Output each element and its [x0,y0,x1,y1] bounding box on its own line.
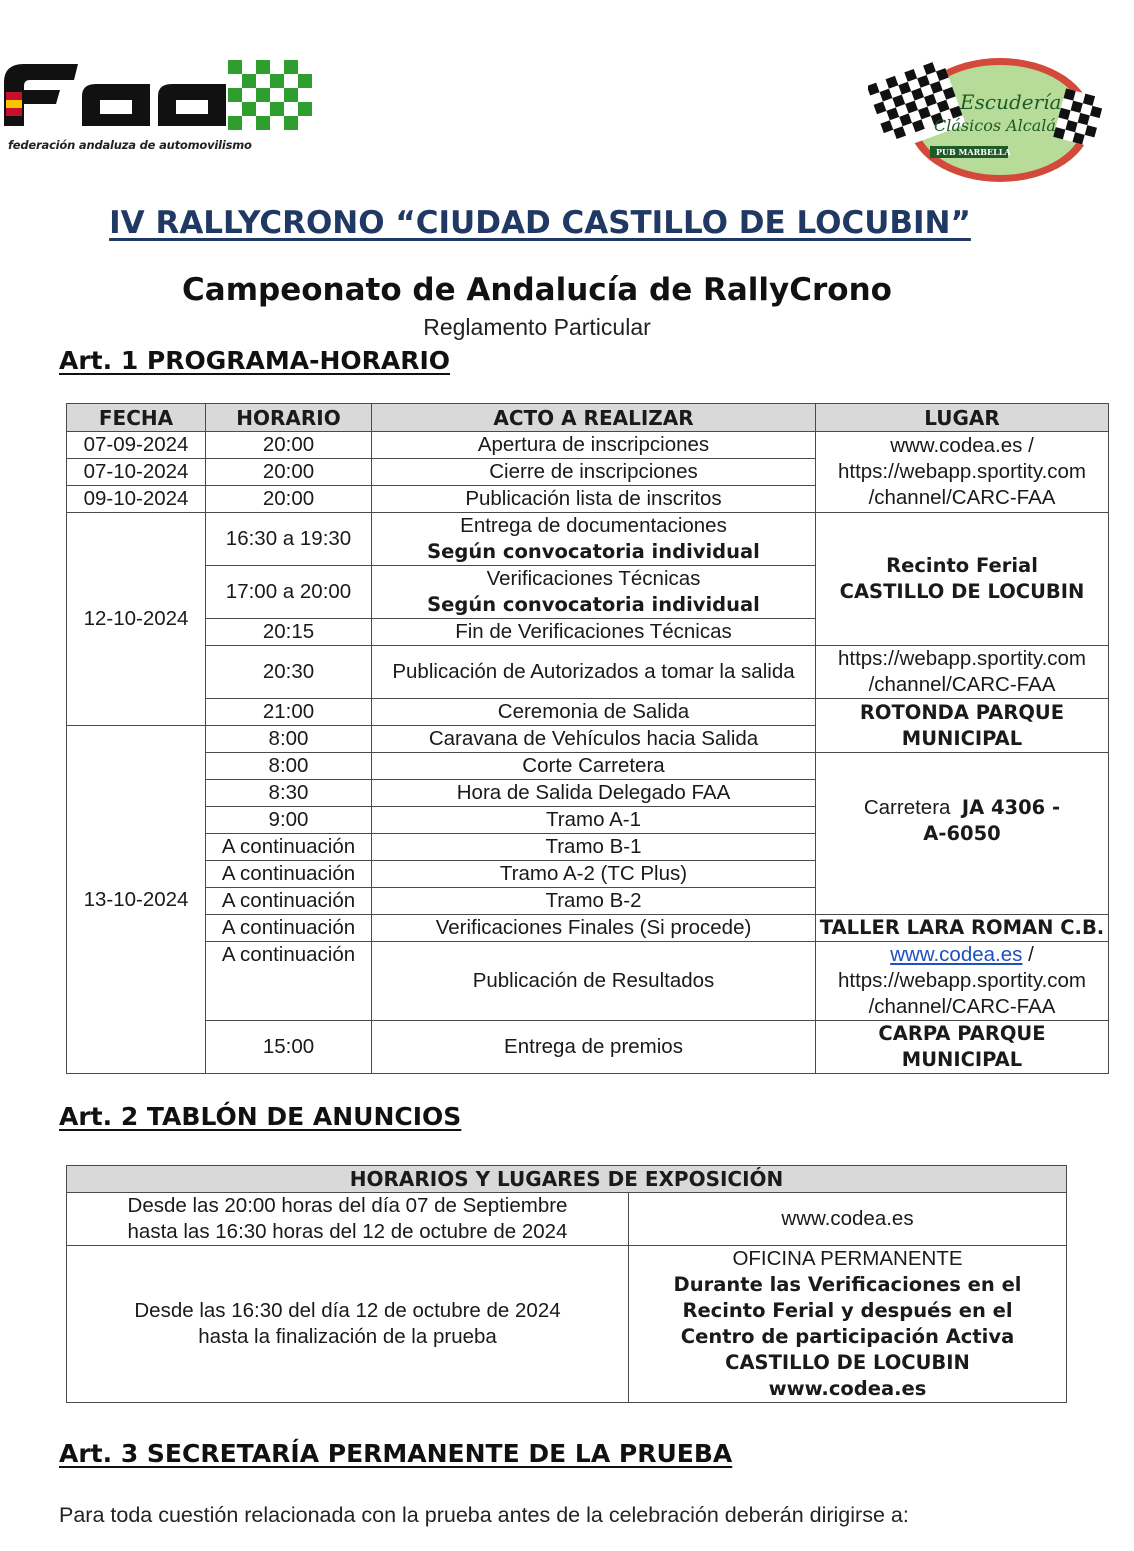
horario-cell: A continuación [206,888,372,915]
acto-cell: Fin de Verificaciones Técnicas [372,619,816,646]
fecha-cell-13: 13-10-2024 [67,726,206,1074]
escuderia-logo [868,50,1106,190]
table-row [67,942,1109,1021]
horario-cell: 15:00 [206,1021,372,1074]
horario-cell: 16:30 a 19:30 [206,513,372,566]
acto-cell: Corte Carretera [372,753,816,780]
oficina-line-bold: Recinto Ferial y después en el [682,1299,1013,1322]
table-header-row [67,1166,1067,1193]
art3-heading: Art. 3 SECRETARÍA PERMANENTE DE LA PRUEBA [59,1439,733,1468]
acto-cell: Ceremonia de Salida [372,699,816,726]
lugar-exposicion-cell: www.codea.es [629,1193,1067,1246]
horario-cell: 9:00 [206,807,372,834]
horario-cell: 20:00 [206,486,372,513]
lugar-line: https://webapp.sportity.com [837,460,1086,483]
table-row [67,699,1109,726]
horario-cell: A continuación [206,834,372,861]
codea-link[interactable]: www.codea.es [890,943,1023,966]
fecha-cell-12: 12-10-2024 [67,513,206,726]
col-horario: HORARIO [206,404,372,432]
escuderia-line3: PUB MARBELLA [936,147,1011,157]
acto-line: Verificaciones Técnicas [486,567,701,590]
carretera-prefix: Carretera [863,795,951,819]
table-row [67,1246,1067,1403]
horario-cell: 20:00 [206,459,372,486]
carretera-road-2: A-6050 [923,821,1001,845]
fecha-cell: 07-10-2024 [67,459,206,486]
acto-cell: Publicación de Autorizados a tomar la salida [372,646,816,699]
table-row [67,1021,1109,1074]
art1-heading: Art. 1 PROGRAMA-HORARIO [59,346,451,375]
periodo-line: Desde las 16:30 del día 12 de octubre de 2024 [134,1299,561,1322]
acto-cell [372,566,816,619]
faa-letters-graphic [0,56,230,132]
championship-subtitle: Campeonato de Andalucía de RallyCrono [182,272,892,308]
art3-text: Para toda cuestión relacionada con la prueba antes de la celebración deberán dirigirse a: [59,1503,909,1527]
document-title: IV RALLYCRONO “CIUDAD CASTILLO DE LOCUBIN” [109,205,971,241]
acto-cell: Tramo A-2 (TC Plus) [372,861,816,888]
lugar-line: https://webapp.sportity.com [837,969,1086,992]
lugar-line: /channel/CARC-FAA [868,673,1056,696]
oficina-line: OFICINA PERMANENTE [732,1247,963,1270]
lugar-cell-web-3 [816,942,1109,1021]
checkered-flag-icon [220,56,320,132]
table-row [67,915,1109,942]
lugar-line: /channel/CARC-FAA [868,995,1056,1018]
acto-line: Entrega de documentaciones [460,514,727,537]
escuderia-line2: Clásicos Alcalá [934,116,1056,135]
lugar-cell-rotonda [816,699,1109,753]
horario-cell: 20:30 [206,646,372,699]
acto-cell: Tramo A-1 [372,807,816,834]
lugar-line: MUNICIPAL [901,1048,1023,1071]
lugar-line: /channel/CARC-FAA [868,486,1056,509]
oficina-line-bold: Durante las Verificaciones en el [673,1273,1022,1296]
faa-tagline: federación andaluza de automovilismo [8,138,252,152]
col-lugar: LUGAR [816,404,1109,432]
periodo-line: hasta las 16:30 horas del 12 de octubre de 2024 [127,1220,568,1243]
periodo-line: hasta la finalización de la prueba [198,1325,497,1348]
horario-cell: 8:00 [206,726,372,753]
lugar-line: CARPA PARQUE [878,1022,1046,1045]
acto-cell [372,513,816,566]
acto-cell: Publicación de Resultados [372,942,816,1021]
lugar-cell-carretera [816,753,1109,915]
lugar-cell-taller: TALLER LARA ROMAN C.B. [816,915,1109,942]
horario-cell: 20:00 [206,432,372,459]
horario-cell: A continuación [206,915,372,942]
oficina-line-bold: Centro de participación Activa [680,1325,1015,1348]
table-row [67,1193,1067,1246]
acto-cell: Tramo B-2 [372,888,816,915]
lugar-line: ROTONDA PARQUE [859,700,1065,724]
carretera-road-1: JA 4306 - [961,795,1061,819]
horario-cell: 8:30 [206,780,372,807]
escuderia-line1: Escudería [960,90,1062,114]
table-row [67,513,1109,566]
lugar-exposicion-cell [629,1246,1067,1403]
document-type: Reglamento Particular [423,314,651,340]
lugar-line: MUNICIPAL [901,726,1023,750]
horario-cell: A continuación [206,861,372,888]
faa-logo [0,50,322,160]
acto-cell: Caravana de Vehículos hacia Salida [372,726,816,753]
lugar-cell-web [816,432,1109,513]
col-acto: ACTO A REALIZAR [372,404,816,432]
horario-cell: A continuación [206,942,372,1021]
exposicion-header: HORARIOS Y LUGARES DE EXPOSICIÓN [67,1166,1067,1193]
acto-cell: Tramo B-1 [372,834,816,861]
acto-cell: Hora de Salida Delegado FAA [372,780,816,807]
acto-line-bold: Según convocatoria individual [427,593,760,616]
acto-cell: Publicación lista de inscritos [372,486,816,513]
lugar-line: https://webapp.sportity.com [837,647,1086,670]
fecha-cell: 07-09-2024 [67,432,206,459]
table-header-row [67,404,1109,432]
acto-cell: Apertura de inscripciones [372,432,816,459]
lugar-cell-recinto [816,513,1109,646]
lugar-line: CASTILLO DE LOCUBIN [839,580,1085,603]
periodo-line: Desde las 20:00 horas del día 07 de Septiembre [127,1194,568,1217]
lugar-line: Recinto Ferial [886,554,1038,577]
periodo-cell [67,1193,629,1246]
oficina-line-bold: www.codea.es [768,1377,927,1400]
programa-horario-table [66,403,1109,1074]
horario-cell: 8:00 [206,753,372,780]
col-fecha: FECHA [67,404,206,432]
lugar-cell-web-2 [816,646,1109,699]
acto-cell: Verificaciones Finales (Si procede) [372,915,816,942]
fecha-cell: 09-10-2024 [67,486,206,513]
art2-heading: Art. 2 TABLÓN DE ANUNCIOS [59,1102,462,1131]
acto-cell: Cierre de inscripciones [372,459,816,486]
table-row [67,646,1109,699]
table-row [67,432,1109,459]
acto-line-bold: Según convocatoria individual [427,540,760,563]
periodo-cell [67,1246,629,1403]
horario-cell: 20:15 [206,619,372,646]
oficina-line-bold: CASTILLO DE LOCUBIN [725,1351,970,1374]
table-row [67,753,1109,780]
tablon-anuncios-table [66,1165,1067,1403]
horario-cell: 21:00 [206,699,372,726]
lugar-line: www.codea.es / [890,434,1034,457]
lugar-separator: / [1022,943,1034,966]
lugar-cell-carpa [816,1021,1109,1074]
acto-cell: Entrega de premios [372,1021,816,1074]
horario-cell: 17:00 a 20:00 [206,566,372,619]
